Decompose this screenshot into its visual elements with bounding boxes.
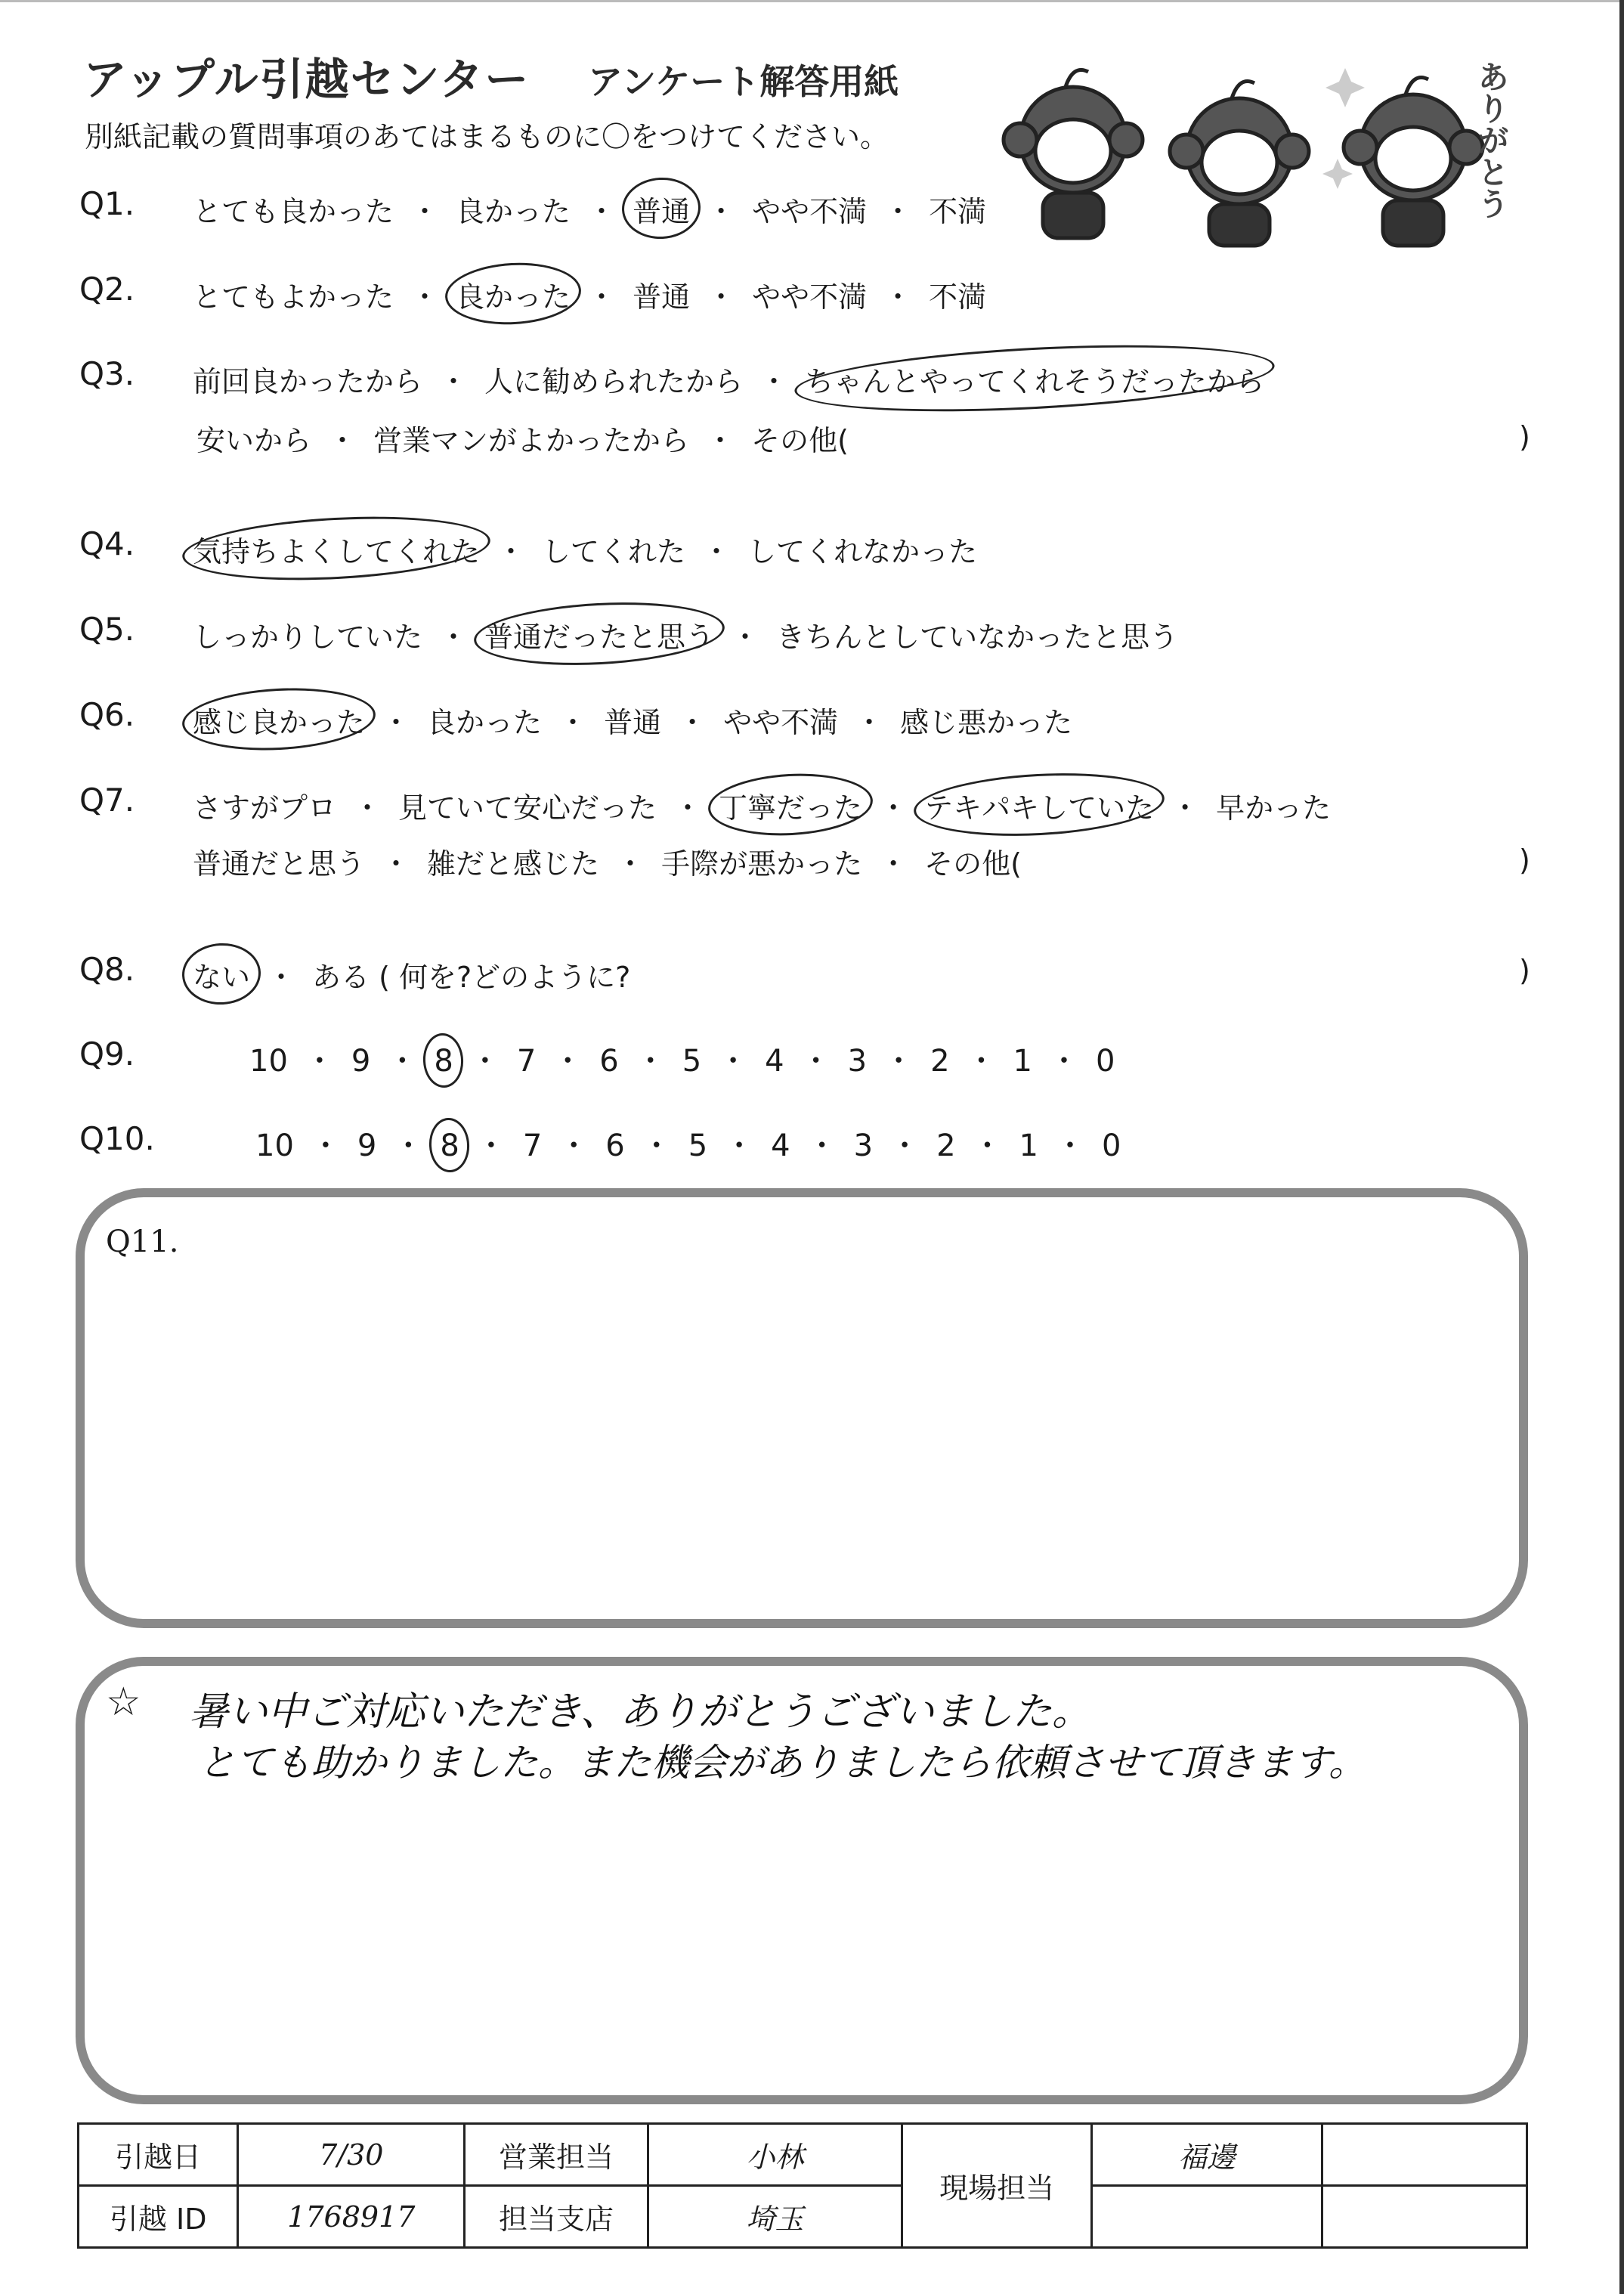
q9-score-5[interactable]: 5 — [682, 1044, 702, 1079]
q5-option-1[interactable]: しっかりしていた — [193, 621, 423, 654]
q9-score-8-selected[interactable]: 8 — [434, 1044, 453, 1079]
comment-line-1: 暑い中ご対応いただき、ありがとうございました。 — [189, 1689, 1091, 1735]
empty-cell — [1322, 2124, 1527, 2186]
mascot-caption: ありがとう — [1473, 60, 1511, 219]
close-paren: ) — [1519, 420, 1530, 454]
q2-option-4[interactable]: やや不満 — [752, 280, 868, 314]
sales-rep-value: 小林 — [648, 2124, 902, 2186]
question-label: Q4. — [79, 525, 135, 562]
instruction-text: 別紙記載の質問事項のあてはまるものに〇をつけてください。 — [85, 120, 889, 153]
monkey-mascots-illustration — [990, 45, 1519, 249]
q7-option-8[interactable]: 手際が悪かった — [661, 847, 863, 881]
q9-scale: 10 ・ 9 ・ 8 ・ 7 ・ 6 ・ 5 ・ 4 ・ 3 ・ 2 ・ 1 ・ 0 — [249, 1044, 1115, 1079]
q9-score-1[interactable]: 1 — [1013, 1044, 1032, 1079]
q9-score-0[interactable]: 0 — [1095, 1044, 1115, 1079]
scan-edge-right — [1619, 0, 1624, 2294]
q5-option-3[interactable]: きちんとしていなかったと思う — [776, 621, 1179, 654]
move-id-value: 1768917 — [238, 2186, 465, 2248]
move-date-value: 7/30 — [238, 2124, 465, 2186]
close-paren: ) — [1519, 844, 1530, 877]
q9-score-3[interactable]: 3 — [847, 1044, 868, 1079]
empty-cell — [1322, 2186, 1527, 2248]
q8-option-none-selected[interactable]: ない — [193, 954, 250, 995]
form-title: アンケート解答用紙 — [588, 61, 899, 102]
q9-score-10[interactable]: 10 — [249, 1044, 288, 1079]
q7-option-5[interactable]: 早かった — [1216, 791, 1332, 825]
q10-score-4[interactable]: 4 — [771, 1128, 790, 1163]
question-label: Q6. — [79, 696, 135, 733]
q1-option-1[interactable]: とても良かった — [193, 195, 394, 228]
q10-scale: 10 ・ 9 ・ 8 ・ 7 ・ 6 ・ 5 ・ 4 ・ 3 ・ 2 ・ 1 ・ 0 — [255, 1128, 1121, 1163]
q3-option-3-selected[interactable]: ちゃんとやってくれそうだったから — [805, 358, 1264, 400]
q2-option-2-selected[interactable]: 良かった — [456, 274, 571, 315]
q1-option-2[interactable]: 良かった — [456, 195, 571, 228]
q1-option-3-selected[interactable]: 普通 — [633, 188, 690, 230]
q3-option-2[interactable]: 人に勧められたから — [484, 365, 744, 398]
question-label: Q1. — [79, 185, 135, 222]
q9-score-7[interactable]: 7 — [516, 1044, 537, 1079]
q5-option-2-selected[interactable]: 普通だったと思う — [484, 614, 714, 655]
q2-option-1[interactable]: とてもよかった — [193, 280, 394, 314]
q6-option-5[interactable]: 感じ悪かった — [900, 706, 1073, 739]
q1-option-4[interactable]: やや不満 — [752, 195, 868, 228]
q2-option-3[interactable]: 普通 — [633, 280, 691, 314]
q4-option-1-selected[interactable]: 気持ちよくしてくれた — [193, 528, 480, 570]
q11-answer-box[interactable] — [76, 1188, 1528, 1628]
q6-option-4[interactable]: やや不満 — [723, 706, 839, 739]
q10-score-10[interactable]: 10 — [255, 1128, 294, 1163]
q2-option-5[interactable]: 不満 — [929, 280, 987, 314]
q7-option-1[interactable]: さすがプロ — [193, 791, 337, 825]
q9-score-2[interactable]: 2 — [930, 1044, 950, 1079]
q9-score-9[interactable]: 9 — [351, 1044, 371, 1079]
question-label: Q7. — [79, 782, 135, 819]
question-label: Q3. — [79, 355, 135, 392]
q10-score-8-selected[interactable]: 8 — [440, 1128, 459, 1163]
q7-option-4-selected[interactable]: テキパキしていた — [924, 785, 1154, 826]
q1-option-5[interactable]: 不満 — [929, 195, 987, 228]
q6-option-1-selected[interactable]: 感じ良かった — [193, 699, 365, 741]
star-icon: ☆ — [106, 1679, 141, 1725]
q3-option-other[interactable]: その他( — [751, 424, 849, 457]
q7-option-3-selected[interactable]: 丁寧だった — [719, 785, 862, 826]
q10-score-9[interactable]: 9 — [357, 1128, 377, 1163]
q3-option-4[interactable]: 安いから — [196, 424, 312, 457]
site-staff-label: 現場担当 — [902, 2124, 1092, 2248]
move-date-label: 引越日 — [79, 2124, 238, 2186]
empty-cell — [1092, 2186, 1322, 2248]
q7-option-2[interactable]: 見ていて安心だった — [398, 791, 657, 825]
question-label: Q8. — [79, 951, 135, 988]
question-label: Q5. — [79, 611, 135, 648]
close-paren: ) — [1519, 954, 1530, 987]
q7-option-7[interactable]: 雑だと感じた — [427, 847, 600, 881]
move-id-label: 引越 ID — [79, 2186, 238, 2248]
q11-label: Q11. — [106, 1224, 179, 1259]
staff-info-table — [77, 2122, 1528, 2249]
site-staff-value: 福邊 — [1092, 2124, 1322, 2186]
q10-score-2[interactable]: 2 — [936, 1128, 956, 1163]
comment-line-2: とても助かりました。また機会がありましたら依頼させて頂きます。 — [198, 1741, 1366, 1785]
q7-option-other[interactable]: その他( — [924, 847, 1022, 881]
q10-score-5[interactable]: 5 — [688, 1128, 708, 1163]
q4-option-2[interactable]: してくれた — [542, 535, 686, 568]
q10-score-3[interactable]: 3 — [853, 1128, 874, 1163]
q8-option-some[interactable]: ある ( 何を?どのように? — [312, 961, 631, 994]
question-label: Q10. — [79, 1120, 155, 1157]
q9-score-4[interactable]: 4 — [765, 1044, 784, 1079]
q9-score-6[interactable]: 6 — [599, 1044, 619, 1079]
q10-score-1[interactable]: 1 — [1019, 1128, 1038, 1163]
q6-option-2[interactable]: 良かった — [427, 706, 543, 739]
question-label: Q9. — [79, 1036, 135, 1073]
survey-sheet: アップル引越センター アンケート解答用紙 別紙記載の質問事項のあてはまるものに〇をつけてください。 ありがとう Q1. とても良かった ・ 良かった ・ 普通 ・ やや不満 ・ 不満 Q2. とてもよかった ・ 良かった ・ 普通 ・ やや不満 ・ 不満 Q3. 前回良かったから ・ 人に勧められたから ・ ちゃんとやってくれそうだったから 安いから ・ 営業マンがよかったから ・ その他( ) Q4. 気持ちよくしてくれた ・ してくれた ・ してくれなかった Q5. しっかりしていた ・ 普通だったと思う ・ きちんとしていなかったと思う Q6. 感じ良かった ・ 良かった ・ 普通 ・ やや不満 ・ 感じ悪かった Q7. さすがプロ ・ 見ていて安心だった ・ 丁寧だった ・ テキパキしていた ・ 早かった 普通だと思う ・ 雑だと感じた ・ 手際が悪かった ・ その他( ) Q8. ない ・ ある ( 何を?どのように? ) Q9. 10 ・ 9 ・ 8 ・ 7 ・ 6 ・ 5 ・ 4 ・ 3 ・ 2 ・ 1 ・ 0 Q10. 10 ・ 9 ・ 8 ・ 7 ・ 6 ・ 5 ・ 4 ・ 3 ・ 2 ・ 1 ・ 0 Q11. ☆ 暑い中ご対応いただき、ありがとうございました。 とても助かりました。また機会がありましたら依頼させて頂きます。 引越日 7/30 営業担当 小林 現場担当 福邊 引越 ID 1768917 担当支店 埼玉 — [0, 0, 1624, 2294]
q10-score-7[interactable]: 7 — [522, 1128, 543, 1163]
branch-label: 担当支店 — [465, 2186, 648, 2248]
branch-value: 埼玉 — [648, 2186, 902, 2248]
q6-option-3[interactable]: 普通 — [604, 706, 662, 739]
q3-option-1[interactable]: 前回良かったから — [193, 365, 423, 398]
sales-rep-label: 営業担当 — [465, 2124, 648, 2186]
question-label: Q2. — [79, 271, 135, 308]
q10-score-0[interactable]: 0 — [1101, 1128, 1121, 1163]
q4-option-3[interactable]: してくれなかった — [747, 535, 978, 568]
q7-option-6[interactable]: 普通だと思う — [193, 847, 366, 881]
q3-option-5[interactable]: 営業マンがよかったから — [373, 424, 690, 457]
company-name: アップル引越センター — [83, 54, 531, 105]
q10-score-6[interactable]: 6 — [605, 1128, 625, 1163]
scan-edge-top — [0, 0, 1624, 2]
